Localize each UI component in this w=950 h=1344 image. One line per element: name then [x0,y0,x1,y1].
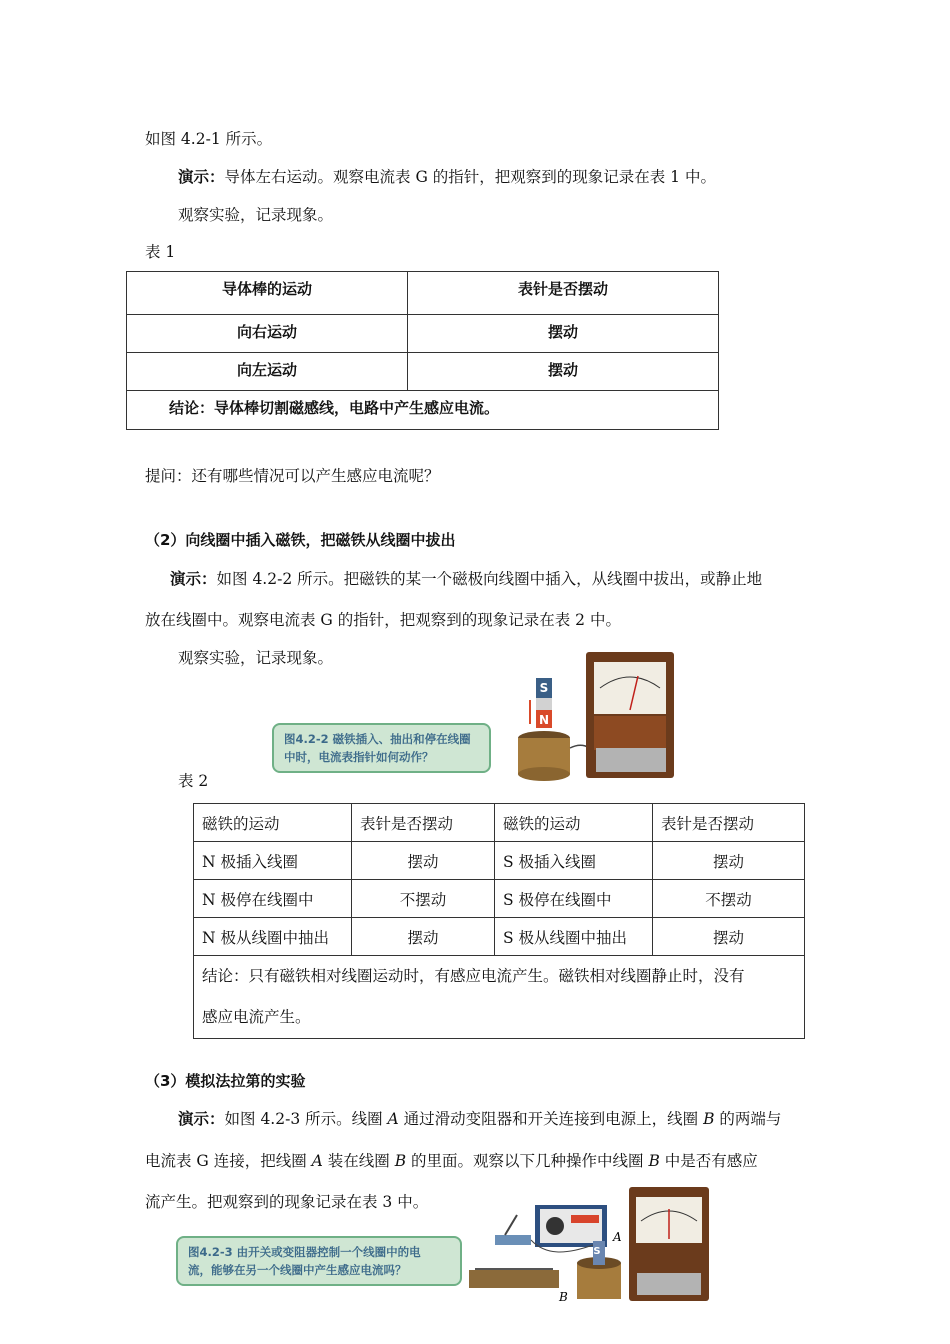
text-run: 中是否有感应 [659,1152,758,1170]
coil-a-label: A [387,1110,399,1128]
table2-cell: 摆动 [352,842,495,880]
coil-b-label: B [394,1152,407,1170]
text-run: 的两端与 [714,1110,782,1128]
observe1-text: 观察实验，记录现象。 [178,206,334,224]
demo1-label: 演示： [178,167,225,186]
figure-4-2-3-caption [176,1236,462,1286]
table1-header-motion: 导体棒的运动 [127,272,408,315]
rheostat-icon [469,1270,559,1288]
table2-cell: 不摆动 [653,880,805,918]
table2-conclusion-line2: 感应电流产生。 [202,1008,311,1026]
caption-line: 流，能够在另一个线圈中产生感应电流吗？ [188,1263,407,1277]
table2-cell: N 极停在线圈中 [194,880,352,918]
text-run: 的里面。观察以下几种操作中线圈 [406,1152,649,1170]
text-run: 通过滑动变阻器和开关连接到电源上，线圈 [398,1110,704,1128]
label-a: A [613,1230,622,1244]
section3-line1 [178,1107,781,1129]
table2-cell: S 极从线圈中抽出 [495,918,653,956]
section2-demo-text1: 如图 4.2-2 所示。把磁铁的某一个磁极向线圈中插入，从线圈中拔出，或静止地 [216,570,763,588]
table1-conclusion: 结论：导体棒切割磁感线，电路中产生感应电流。 [127,391,719,430]
question-text: 提问：还有哪些情况可以产生感应电流呢？ [145,467,440,485]
caption-line: 图4.2-3 由开关或变阻器控制一个线圈中的电 [188,1245,421,1259]
table2-header: 磁铁的运动 [194,804,352,842]
table2-header: 表针是否摆动 [653,804,805,842]
table1-cell: 摆动 [408,353,719,391]
magnet-s-label: S [539,681,549,695]
table2-conclusion [194,956,805,1039]
table2-title: 表 2 [178,772,209,790]
table2-conclusion-line1: 结论：只有磁铁相对线圈运动时，有感应电流产生。磁铁相对线圈静止时，没有 [202,967,745,985]
table2-cell: N 极从线圈中抽出 [194,918,352,956]
intro-paragraph: 如图 4.2-1 所示。 [145,130,273,148]
figure-4-2-2-caption [272,723,491,773]
table2-header: 磁铁的运动 [495,804,653,842]
table2-cell: S 极停在线圈中 [495,880,653,918]
table2-cell: 摆动 [653,842,805,880]
table2 [193,803,805,1039]
caption-line: 图4.2-2 磁铁插入、抽出和停在线圈 [284,732,471,746]
demo1-text: 导体左右运动。观察电流表 G 的指针，把观察到的现象记录在表 1 中。 [224,168,716,186]
coil-a-label: A [311,1152,323,1170]
magnet-n-label: N [538,713,550,727]
section2-observe: 观察实验，记录现象。 [178,649,334,667]
table2-cell: 不摆动 [352,880,495,918]
section2-title: （2）向线圈中插入磁铁，把磁铁从线圈中拔出 [145,531,456,549]
coil-b-label: B [648,1152,660,1170]
table2-cell: N 极插入线圈 [194,842,352,880]
text-run: 电流表 G 连接，把线圈 [145,1152,312,1170]
figure-4-2-2-illustration [500,648,680,783]
text-run: 装在线圈 [322,1152,395,1170]
section2-demo-line1 [170,567,762,589]
section2-demo-line2: 放在线圈中。观察电流表 G 的指针，把观察到的现象记录在表 2 中。 [145,611,621,629]
section3-title: （3）模拟法拉第的实验 [145,1072,306,1090]
caption-line: 中时，电流表指针如何动作？ [284,750,434,764]
table1-cell: 向右运动 [127,315,408,353]
table2-header: 表针是否摆动 [352,804,495,842]
table2-cell: 摆动 [352,918,495,956]
table1-header-swing: 表针是否摆动 [408,272,719,315]
section3-demo-label: 演示： [178,1109,225,1128]
label-b: B [559,1290,568,1304]
table1 [126,271,719,430]
table2-cell: S 极插入线圈 [495,842,653,880]
section3-line2 [145,1149,758,1171]
section2-demo-label: 演示： [170,569,217,588]
label-s: S [593,1246,601,1257]
figure-4-2-3-illustration [465,1185,715,1305]
switch-icon [495,1235,531,1245]
text-run: 如图 4.2-3 所示。线圈 [224,1110,388,1128]
demo1-paragraph [178,165,716,187]
table1-cell: 向左运动 [127,353,408,391]
table2-cell: 摆动 [653,918,805,956]
coil-b-label: B [703,1110,715,1128]
section3-line3: 流产生。把观察到的现象记录在表 3 中。 [145,1193,429,1211]
table1-title: 表 1 [145,243,176,261]
table1-cell: 摆动 [408,315,719,353]
